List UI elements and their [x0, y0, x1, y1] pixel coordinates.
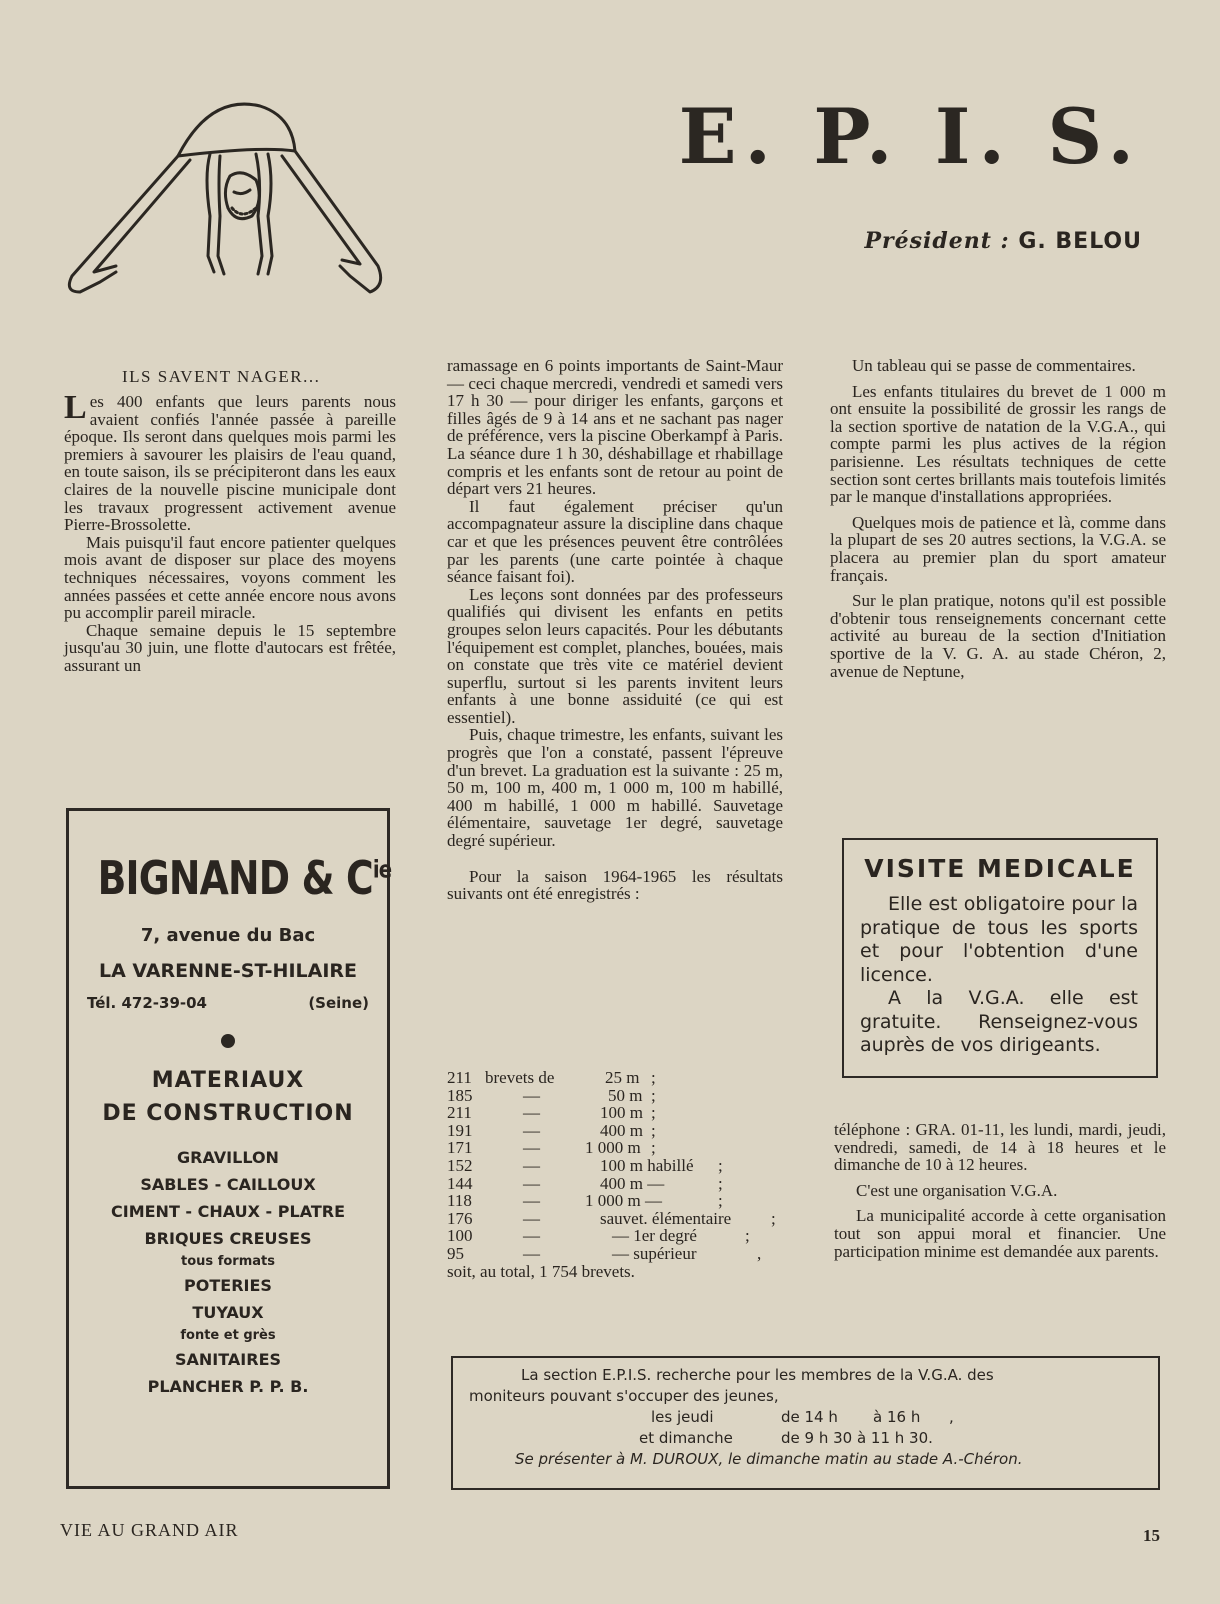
ad-item: TUYAUX: [192, 1303, 264, 1322]
notice-line: Se présenter à M. DUROUX, le dimanche matin au stade A.-Chéron.: [515, 1450, 1023, 1468]
ad-item: BRIQUES CREUSES: [144, 1229, 312, 1248]
paragraph: ramassage en 6 points importants de Saint-Maur — ceci chaque mercredi, vendredi et samedi vers 17 h 30 — pour diriger les enfants, garçons et filles âgés de 9 à 14 ans et ne sachant pas nager de préférence, vers la piscine Oberkampf à Paris. La séance dure 1 h 30, déshabillage et rhabillage compris et les enfants sont de retour au point de départ vers 21 heures.: [447, 356, 783, 499]
ad-item: GRAVILLON: [177, 1148, 279, 1167]
president-label: Président :: [864, 228, 1010, 254]
box-paragraph: Elle est obligatoire pour la pratique de tous les sports et pour l'obtention d'une licence.: [860, 893, 1138, 986]
ad-brand: BIGNAND & $C^{ie}$: [97, 851, 392, 905]
ad-item: PLANCHER P. P. B.: [147, 1377, 309, 1396]
notice-line: La section E.P.I.S. recherche pour les membres de la V.G.A. des: [521, 1366, 994, 1384]
article-column-2: [447, 357, 783, 903]
ad-item: POTERIES: [184, 1276, 272, 1295]
article-column-3: [830, 357, 1166, 680]
notice-line: moniteurs pouvant s'occuper des jeunes,: [469, 1387, 779, 1405]
ad-town: LA VARENNE-ST-HILAIRE: [98, 960, 358, 982]
paragraph: Il faut également préciser qu'un accompagnateur assure la discipline dans chaque car et que les présences peuvent être contrôlées par les parents (une carte pointée à chaque séance faisant foi).: [447, 496, 783, 587]
president-line: [864, 228, 1142, 254]
page-number: 15: [1143, 1526, 1160, 1545]
box-title: VISITE MEDICALE: [864, 854, 1136, 883]
president-name: G. BELOU: [1018, 229, 1142, 254]
paragraph: Un tableau qui se passe de commentaires.: [852, 356, 1136, 375]
box-paragraph: A la V.G.A. elle est gratuite. Renseignez-vous auprès de vos dirigeants.: [860, 987, 1138, 1056]
diver-illustration: [60, 96, 400, 306]
magazine-name: VIE AU GRAND AIR: [60, 1520, 239, 1540]
paragraph: C'est une organisation V.G.A.: [856, 1180, 1058, 1200]
notice-schedule-sunday: et dimanche de 9 h 30 à 11 h 30.: [639, 1429, 933, 1447]
bullet-dot: [221, 1034, 235, 1048]
ad-item: CIMENT - CHAUX - PLATRE: [111, 1202, 345, 1221]
paragraph: Pour la saison 1964-1965 les résultats suivants ont été enregistrés :: [447, 866, 783, 904]
paragraph: Quelques mois de patience et là, comme dans la plupart de ses 20 autres sections, la V.G.A. se placera au premier plan du sport amateur français.: [830, 512, 1166, 585]
ad-heading-1: MATERIAUX: [151, 1068, 305, 1093]
ad-region: (Seine): [308, 994, 369, 1012]
ad-subitem: fonte et grès: [180, 1328, 276, 1343]
ad-item: SANITAIRES: [174, 1350, 282, 1369]
page-title: E. P. I. S.: [678, 92, 1142, 181]
drop-cap: L: [64, 389, 87, 426]
paragraph: Les leçons sont données par des professeurs qualifiés qui divisent les enfants en petits groupes selon leurs capacités. Pour les débutants l'équipement est complet, planches, bouées, mais on constate que très vite ce matériel devient superflu, surtout si les parents invitent leurs enfants à une bonne assiduité (ce qui est essentiel).: [447, 584, 783, 727]
paragraph: téléphone : GRA. 01-11, les lundi, mardi, jeudi, vendredi, samedi, de 14 à 18 heures et le dimanche de 10 à 12 heures.: [834, 1120, 1166, 1175]
medical-visit-box: [842, 838, 1158, 1078]
ad-phone: Tél. 472-39-04: [87, 994, 207, 1012]
ad-heading-2: DE CONSTRUCTION: [102, 1101, 354, 1126]
paragraph: Chaque semaine depuis le 15 septembre jusqu'au 30 juin, une flotte d'autocars est frêtée, assurant un: [64, 620, 396, 675]
notice-schedule-thursday: les jeudi de 14 h à 16 h ,: [651, 1408, 954, 1426]
paragraph: es 400 enfants que leurs parents nous avaient confiés l'année passée à pareille époque. Ils seront dans quelques mois parmi les premiers à savourer les plaisirs de l'eau quand, en toute saison, ils se précipiteront dans les eaux claires de la nouvelle piscine municipale dont les travaux progressent activement avenue Pierre-Brossolette.: [64, 392, 396, 535]
article-column-3-continued: [834, 1121, 1166, 1260]
ad-address: 7, avenue du Bac: [140, 925, 316, 946]
ad-subitem: tous formats: [181, 1254, 275, 1269]
moniteurs-notice: [451, 1356, 1160, 1490]
paragraph: Puis, chaque trimestre, les enfants, suivant les progrès que l'on a constaté, passent l'épreuve d'un brevet. La graduation est la suivante : 25 m, 50 m, 100 m, 400 m, 1 000 m, 100 m habillé, 400 m habillé, 1 000 m habillé. Sauvetage élémentaire, sauvetage 1er degré, sauvetage degré supérieur.: [447, 725, 783, 851]
paragraph: Les enfants titulaires du brevet de 1 000 m ont ensuite la possibilité de grossir les rangs de la section sportive de natation de la V.G.A., qui compte parmi les plus actives de la région parisienne. Les résultats techniques de cette section sont certes brillants mais toutefois limités par le manque d'installations appropriées.: [830, 381, 1166, 507]
article-column-1: [64, 389, 396, 675]
ad-item: SABLES - CAILLOUX: [140, 1175, 316, 1194]
article-subheading: ILS SAVENT NAGER...: [122, 367, 321, 386]
ad-phone-line: [69, 994, 387, 1012]
advertisement-bignand: [66, 808, 390, 1489]
paragraph: Mais puisqu'il faut encore patienter quelques mois avant de disposer sur place des moyens techniques nécessaires, voyons comment les années passées et cette année encore nous avons pu accomplir pareil miracle.: [64, 532, 396, 623]
paragraph: La municipalité accorde à cette organisation tout son appui moral et financier. Une participation minime est demandée aux parents.: [834, 1206, 1166, 1261]
paragraph: Sur le plan pratique, notons qu'il est possible d'obtenir tous renseignements concernant cette activité au bureau de la section d'Initiation sportive de la V. G. A. au stade Chéron, 2, avenue de Neptune,: [830, 591, 1166, 681]
